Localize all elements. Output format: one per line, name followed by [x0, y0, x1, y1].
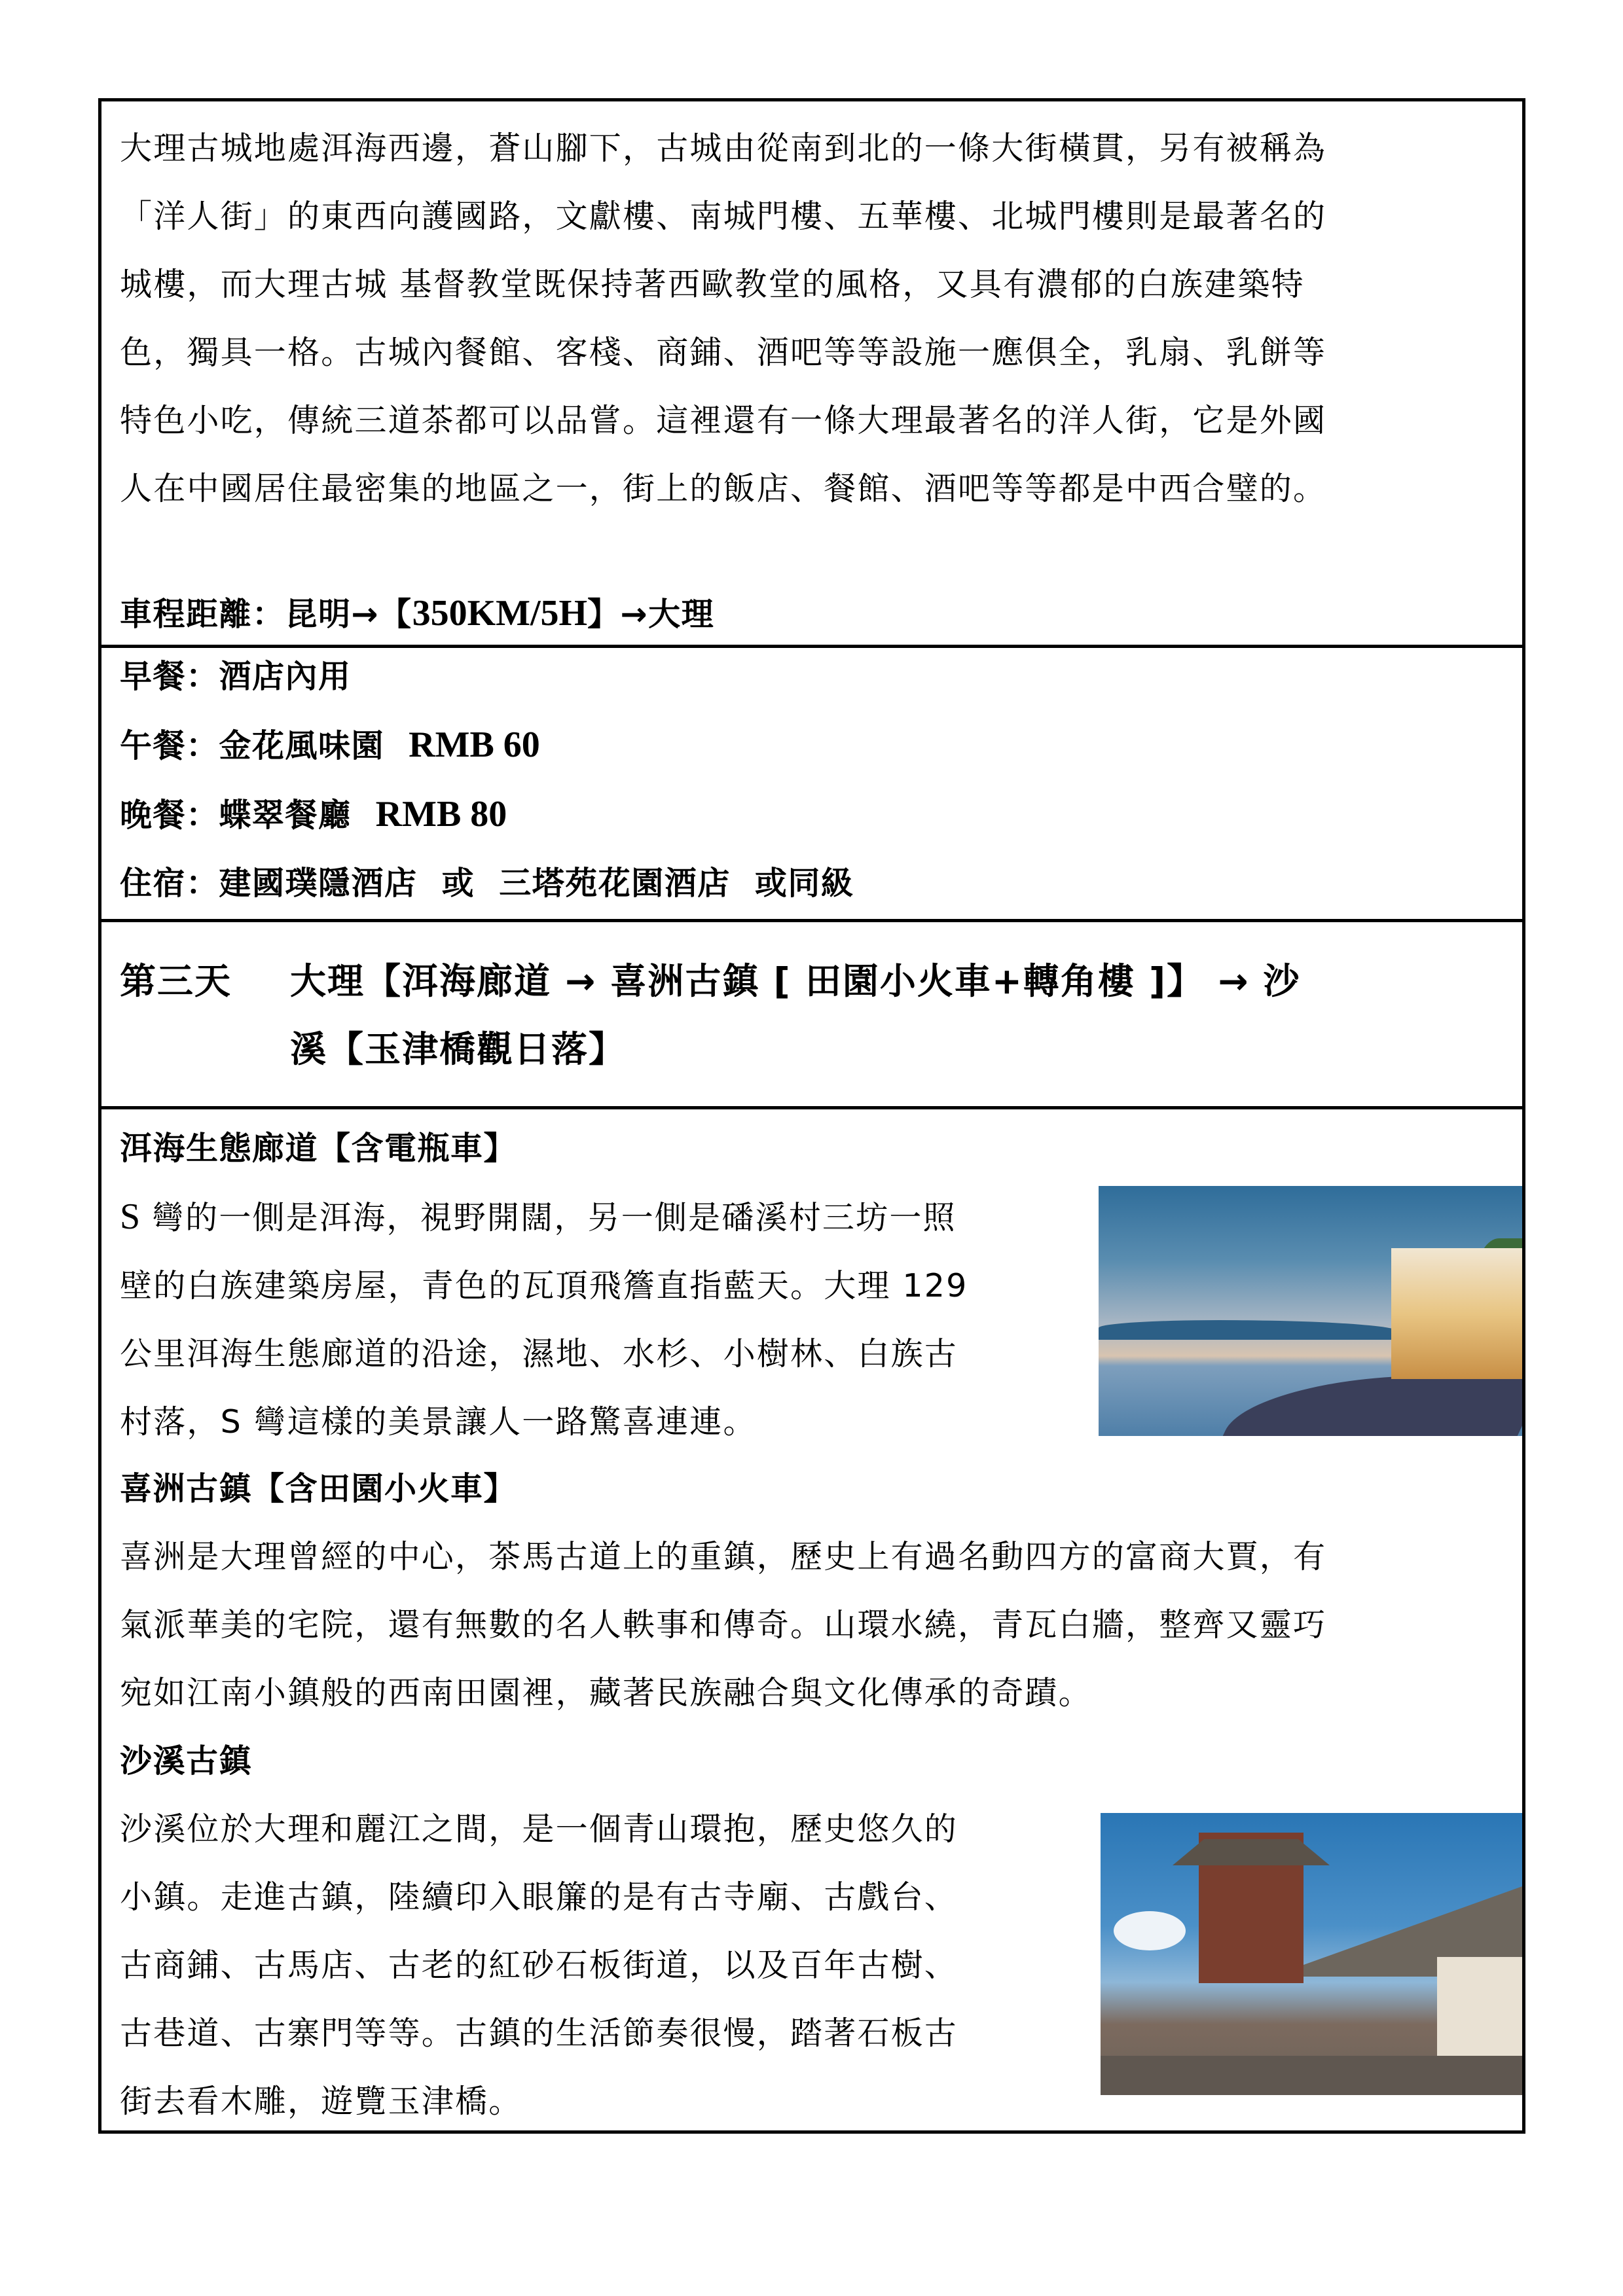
tower-roof-shape — [1173, 1839, 1330, 1865]
lodging-line — [120, 850, 854, 918]
paragraph-line: 小鎮。走進古鎮，陸續印入眼簾的是有古寺廟、古戲台、 — [120, 1878, 958, 1916]
paragraph-line: 公里洱海生態廊道的沿途，濕地、水杉、小樹林、白族古 — [120, 1335, 958, 1372]
shaxi-old-town-photo — [1101, 1813, 1522, 2095]
paragraph-line: 宛如江南小鎮般的西南田園裡，藏著民族融合與文化傳承的奇蹟。 — [120, 1674, 1092, 1712]
day-three-header-row — [101, 922, 1522, 1109]
dali-old-town-description — [120, 115, 1508, 523]
distance-value: 350KM/5H — [412, 593, 588, 634]
paragraph-line: 沙溪位於大理和麗江之間，是一個青山環抱，歷史悠久的 — [120, 1810, 958, 1848]
shaxi-description — [120, 1795, 1102, 2136]
lunch-label: 午餐： — [120, 727, 219, 764]
day-route-line-2: 溪【玉津橋觀日落】 — [290, 1028, 627, 1070]
house-shape — [1391, 1248, 1522, 1379]
paragraph-line: 大理古城地處洱海西邊，蒼山腳下，古城由從南到北的一條大街橫貫，另有被稱為 — [120, 130, 1327, 167]
meals-lodging-row — [101, 648, 1522, 922]
driving-distance — [120, 579, 714, 649]
lodging-hotels: 建國璞隱酒店 或 三塔苑花園酒店 或同級 — [219, 865, 854, 902]
attractions-detail-row — [101, 1109, 1522, 2130]
paragraph-line — [120, 1252, 1102, 1320]
paragraph-line: 街去看木雕，遊覽玉津橋。 — [120, 2083, 522, 2120]
cloud-shape — [1114, 1911, 1186, 1950]
itinerary-table — [98, 98, 1525, 2134]
erhai-corridor-description — [120, 1183, 1102, 1456]
erhai-lakeside-road-photo — [1099, 1186, 1522, 1436]
paragraph-line: S 彎的一側是洱海，視野開闊，另一側是磻溪村三坊一照 — [120, 1196, 957, 1237]
lodging-label: 住宿： — [120, 865, 219, 902]
breakfast-line — [120, 643, 854, 711]
breakfast-label: 早餐： — [120, 658, 219, 695]
paragraph-line: 色，獨具一格。古城內餐館、客棧、商鋪、酒吧等等設施一應俱全，乳扇、乳餅等 — [120, 334, 1327, 371]
dinner-restaurant: 蝶翠餐廳 — [219, 797, 352, 834]
distance-label: 車程距離：昆明→【 — [120, 596, 412, 633]
paragraph-line: 人在中國居住最密集的地區之一，街上的飯店、餐館、酒吧等等都是中西合璧的。 — [120, 470, 1327, 507]
day-route-line-1: 大理【洱海廊道 → 喜洲古鎮 [ 田園小火車+轉角樓 ]】 → 沙 — [290, 960, 1301, 1002]
stone-street-shape — [1101, 2056, 1522, 2095]
lunch-restaurant: 金花風味園 — [219, 727, 385, 764]
paragraph-line: 村落，S 彎這樣的美景讓人一路驚喜連連。 — [120, 1403, 757, 1441]
meals-list — [120, 643, 854, 918]
xizhou-heading: 喜洲古鎮【含田園小火車】 — [120, 1470, 517, 1507]
road-shape — [1208, 1376, 1522, 1436]
erhai-line-2: 壁的白族建築房屋，青色的瓦頂飛簷直指藍天。大理 129 — [120, 1267, 968, 1304]
paragraph-line: 「洋人街」的東西向護國路，文獻樓、南城門樓、五華樓、北城門樓則是最著名的 — [120, 198, 1327, 235]
erhai-corridor-heading: 洱海生態廊道【含電瓶車】 — [120, 1130, 517, 1167]
day-three-title — [120, 947, 1301, 1083]
paragraph-line: 城樓，而大理古城 基督教堂既保持著西歐教堂的風格，又具有濃郁的白族建築特 — [120, 266, 1305, 303]
erhai-line-1: 彎的一側是洱海，視野開闊，另一側是磻溪村三坊一照 — [140, 1199, 957, 1236]
dinner-label: 晚餐： — [120, 797, 219, 834]
paragraph-line: 特色小吃，傳統三道茶都可以品嘗。這裡還有一條大理最著名的洋人街，它是外國 — [120, 402, 1327, 439]
paragraph-line: 氣派華美的宅院，還有無數的名人軼事和傳奇。山環水繞，青瓦白牆，整齊又靈巧 — [120, 1606, 1327, 1643]
shaxi-heading: 沙溪古鎮 — [120, 1742, 253, 1780]
dinner-line — [120, 780, 854, 850]
dinner-price: RMB 80 — [375, 794, 507, 834]
distance-suffix: 】→大理 — [587, 596, 715, 633]
white-wall-shape — [1437, 1957, 1522, 2062]
day-label: 第三天 — [120, 960, 232, 1002]
paragraph-line: 古商鋪、古馬店、古老的紅砂石板街道，以及百年古樹、 — [120, 1946, 958, 1984]
paragraph-line: 古巷道、古寨門等等。古鎮的生活節奏很慢，踏著石板古 — [120, 2015, 958, 2052]
lunch-price: RMB 60 — [409, 725, 540, 765]
lunch-line — [120, 711, 854, 780]
dali-old-town-intro-row — [101, 101, 1522, 648]
xizhou-description — [120, 1523, 1508, 1727]
mountain-shape — [1099, 1320, 1400, 1340]
paragraph-line: 喜洲是大理曾經的中心，茶馬古道上的重鎮，歷史上有過名動四方的富商大賈，有 — [120, 1538, 1327, 1575]
breakfast-value: 酒店內用 — [219, 658, 352, 695]
